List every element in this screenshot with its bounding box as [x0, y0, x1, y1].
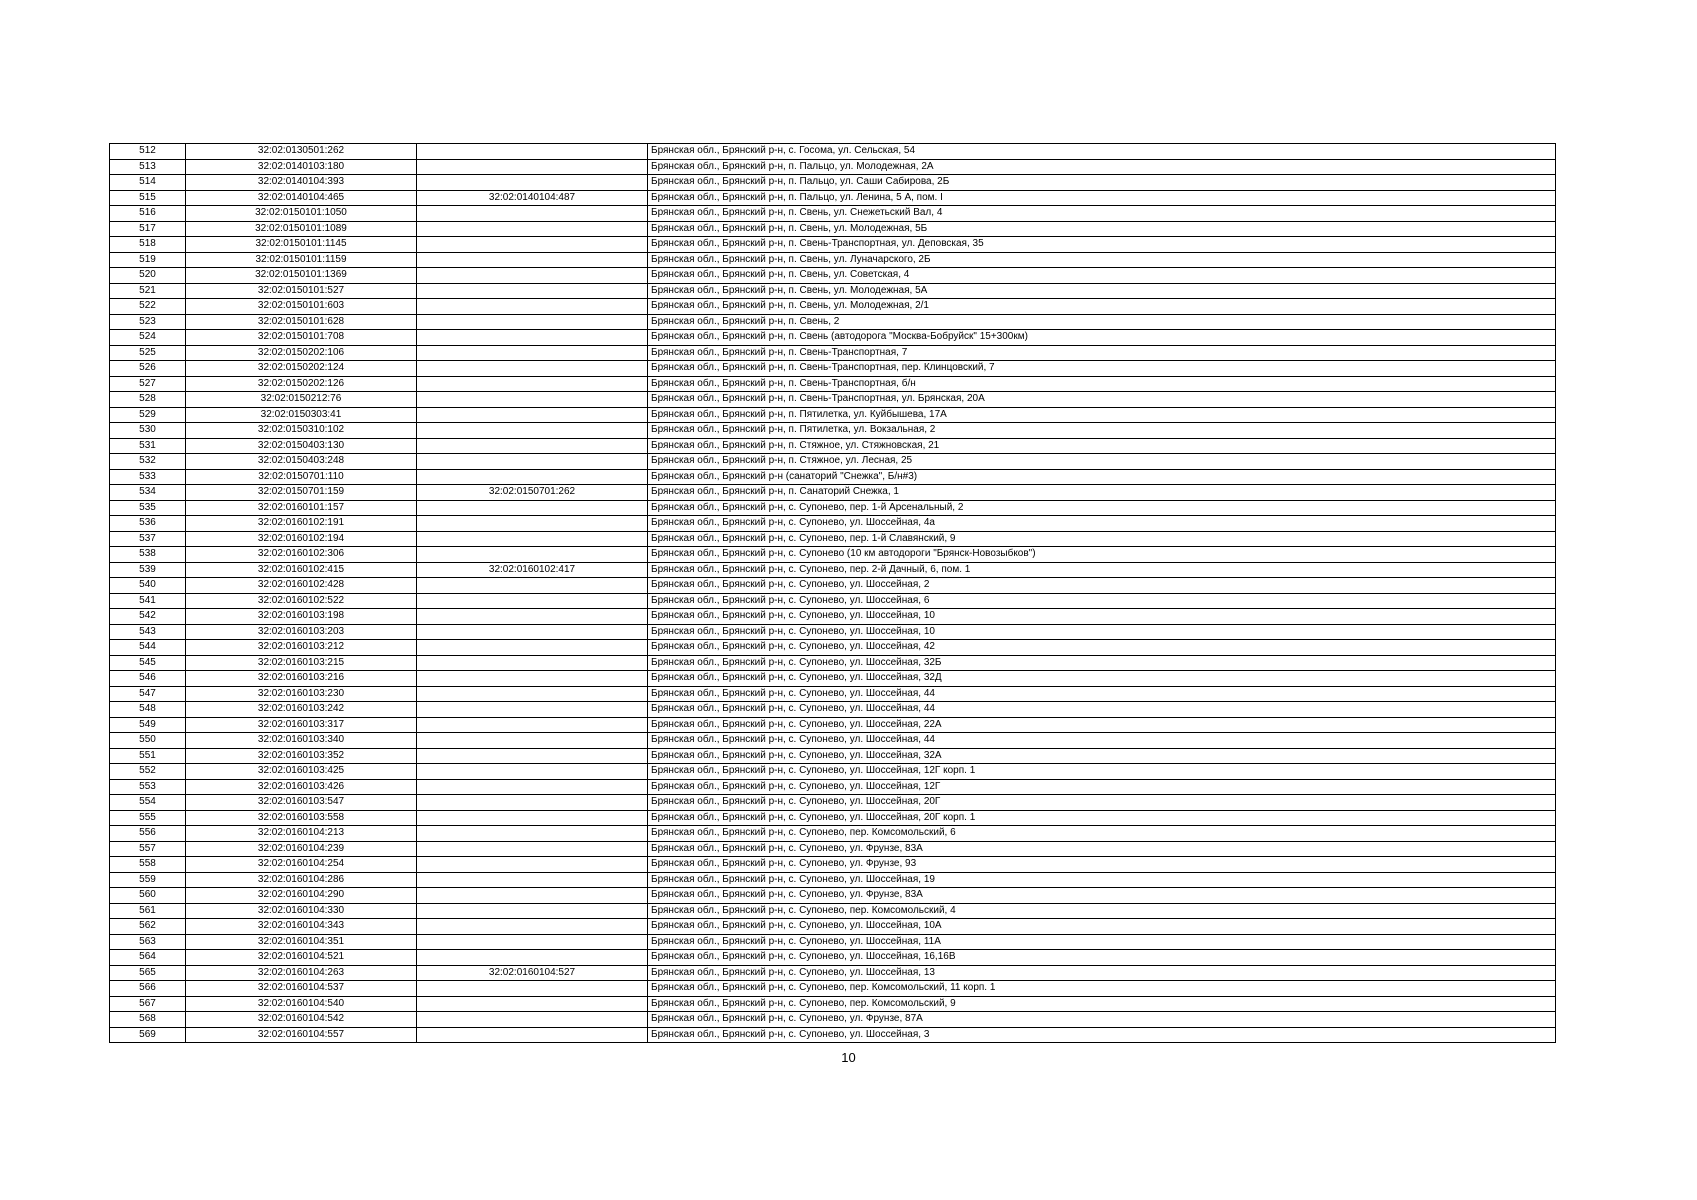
related-cadastral-number-cell: [417, 438, 648, 454]
table-row: [110, 221, 1556, 237]
address-cell: Брянская обл., Брянский р-н, с. Супонево, ул. Шоссейная, 20Г: [648, 795, 1556, 811]
address-cell: Брянская обл., Брянский р-н, с. Супонево, ул. Шоссейная, 10: [648, 624, 1556, 640]
cadastral-number-cell: 32:02:0150101:628: [186, 314, 417, 330]
related-cadastral-number-cell: [417, 361, 648, 377]
cadastral-number-cell: 32:02:0160104:542: [186, 1012, 417, 1028]
table-row: [110, 702, 1556, 718]
table-row: [110, 237, 1556, 253]
cadastral-number-cell: 32:02:0160101:157: [186, 500, 417, 516]
cadastral-number-cell: 32:02:0160102:191: [186, 516, 417, 532]
address-cell: Брянская обл., Брянский р-н, с. Супонево, ул. Шоссейная, 22А: [648, 717, 1556, 733]
address-cell: Брянская обл., Брянский р-н, с. Супонево, ул. Шоссейная, 10А: [648, 919, 1556, 935]
cadastral-number-cell: 32:02:0150101:1145: [186, 237, 417, 253]
cadastral-number-cell: 32:02:0160103:558: [186, 810, 417, 826]
related-cadastral-number-cell: [417, 516, 648, 532]
address-cell: Брянская обл., Брянский р-н, с. Супонево, пер. 1-й Арсенальный, 2: [648, 500, 1556, 516]
row-number-cell: 540: [110, 578, 186, 594]
cadastral-number-cell: 32:02:0150310:102: [186, 423, 417, 439]
related-cadastral-number-cell: [417, 159, 648, 175]
address-cell: Брянская обл., Брянский р-н, п. Санаторий Снежка, 1: [648, 485, 1556, 501]
cadastral-number-cell: 32:02:0160103:340: [186, 733, 417, 749]
address-cell: Брянская обл., Брянский р-н, с. Супонево, ул. Шоссейная, 44: [648, 733, 1556, 749]
address-cell: Брянская обл., Брянский р-н, с. Супонево, ул. Шоссейная, 44: [648, 686, 1556, 702]
cadastral-number-cell: 32:02:0150101:1159: [186, 252, 417, 268]
related-cadastral-number-cell: 32:02:0150701:262: [417, 485, 648, 501]
address-cell: Брянская обл., Брянский р-н, п. Стяжное, ул. Лесная, 25: [648, 454, 1556, 470]
related-cadastral-number-cell: [417, 345, 648, 361]
address-cell: Брянская обл., Брянский р-н, с. Супонево, пер. Комсомольский, 11 корп. 1: [648, 981, 1556, 997]
table-row: [110, 826, 1556, 842]
row-number-cell: 545: [110, 655, 186, 671]
related-cadastral-number-cell: [417, 175, 648, 191]
cadastral-number-cell: 32:02:0150101:603: [186, 299, 417, 315]
cadastral-number-cell: 32:02:0160104:521: [186, 950, 417, 966]
table-row: [110, 965, 1556, 981]
row-number-cell: 519: [110, 252, 186, 268]
table-row: [110, 562, 1556, 578]
cadastral-number-cell: 32:02:0150101:1369: [186, 268, 417, 284]
table-row: [110, 593, 1556, 609]
address-cell: Брянская обл., Брянский р-н, п. Пальцо, ул. Ленина, 5 А, пом. I: [648, 190, 1556, 206]
table-row: [110, 981, 1556, 997]
row-number-cell: 532: [110, 454, 186, 470]
related-cadastral-number-cell: [417, 640, 648, 656]
address-cell: Брянская обл., Брянский р-н, с. Супонево, ул. Шоссейная, 16,16В: [648, 950, 1556, 966]
related-cadastral-number-cell: [417, 469, 648, 485]
address-cell: Брянская обл., Брянский р-н, п. Свень-Транспортная, ул. Брянская, 20А: [648, 392, 1556, 408]
cadastral-number-cell: 32:02:0150101:1089: [186, 221, 417, 237]
address-cell: Брянская обл., Брянский р-н, с. Супонево, ул. Шоссейная, 6: [648, 593, 1556, 609]
cadastral-number-cell: 32:02:0160103:352: [186, 748, 417, 764]
cadastral-number-cell: 32:02:0160102:428: [186, 578, 417, 594]
table-row: [110, 950, 1556, 966]
related-cadastral-number-cell: [417, 1012, 648, 1028]
cadastral-number-cell: 32:02:0160103:230: [186, 686, 417, 702]
row-number-cell: 523: [110, 314, 186, 330]
row-number-cell: 542: [110, 609, 186, 625]
table-row: [110, 159, 1556, 175]
row-number-cell: 563: [110, 934, 186, 950]
row-number-cell: 537: [110, 531, 186, 547]
row-number-cell: 566: [110, 981, 186, 997]
table-row: [110, 888, 1556, 904]
address-cell: Брянская обл., Брянский р-н, п. Свень-Транспортная, 7: [648, 345, 1556, 361]
related-cadastral-number-cell: [417, 283, 648, 299]
cadastral-number-cell: 32:02:0160104:263: [186, 965, 417, 981]
cadastral-number-cell: 32:02:0160104:254: [186, 857, 417, 873]
cadastral-number-cell: 32:02:0150101:708: [186, 330, 417, 346]
row-number-cell: 556: [110, 826, 186, 842]
address-cell: Брянская обл., Брянский р-н, п. Свень, ул. Снежетьский Вал, 4: [648, 206, 1556, 222]
table-row: [110, 469, 1556, 485]
cadastral-number-cell: 32:02:0160102:522: [186, 593, 417, 609]
address-cell: Брянская обл., Брянский р-н, п. Пятилетка, ул. Куйбышева, 17А: [648, 407, 1556, 423]
address-cell: Брянская обл., Брянский р-н, п. Стяжное, ул. Стяжновская, 21: [648, 438, 1556, 454]
row-number-cell: 546: [110, 671, 186, 687]
related-cadastral-number-cell: [417, 423, 648, 439]
row-number-cell: 549: [110, 717, 186, 733]
related-cadastral-number-cell: [417, 888, 648, 904]
row-number-cell: 531: [110, 438, 186, 454]
cadastral-number-cell: 32:02:0160104:540: [186, 996, 417, 1012]
cadastral-number-cell: 32:02:0140104:393: [186, 175, 417, 191]
row-number-cell: 513: [110, 159, 186, 175]
table-row: [110, 748, 1556, 764]
row-number-cell: 536: [110, 516, 186, 532]
table-row: [110, 717, 1556, 733]
row-number-cell: 526: [110, 361, 186, 377]
table-row: [110, 609, 1556, 625]
table-row: [110, 857, 1556, 873]
table-row: [110, 144, 1556, 160]
table-row: [110, 1012, 1556, 1028]
cadastral-number-cell: 32:02:0150101:527: [186, 283, 417, 299]
address-cell: Брянская обл., Брянский р-н (санаторий "Снежка", Б/н#3): [648, 469, 1556, 485]
row-number-cell: 561: [110, 903, 186, 919]
row-number-cell: 521: [110, 283, 186, 299]
related-cadastral-number-cell: [417, 221, 648, 237]
address-cell: Брянская обл., Брянский р-н, п. Свень-Транспортная, б/н: [648, 376, 1556, 392]
row-number-cell: 550: [110, 733, 186, 749]
row-number-cell: 530: [110, 423, 186, 439]
related-cadastral-number-cell: [417, 299, 648, 315]
related-cadastral-number-cell: [417, 655, 648, 671]
cadastral-number-cell: 32:02:0150403:248: [186, 454, 417, 470]
table-row: [110, 655, 1556, 671]
related-cadastral-number-cell: [417, 872, 648, 888]
address-cell: Брянская обл., Брянский р-н, с. Супонево, ул. Шоссейная, 4а: [648, 516, 1556, 532]
table-row: [110, 438, 1556, 454]
page-number: 10: [841, 1050, 856, 1065]
table-row: [110, 810, 1556, 826]
address-cell: Брянская обл., Брянский р-н, с. Супонево, ул. Шоссейная, 32Д: [648, 671, 1556, 687]
cadastral-number-cell: 32:02:0140103:180: [186, 159, 417, 175]
table-row: [110, 361, 1556, 377]
table-row: [110, 485, 1556, 501]
related-cadastral-number-cell: 32:02:0160102:417: [417, 562, 648, 578]
related-cadastral-number-cell: [417, 903, 648, 919]
address-cell: Брянская обл., Брянский р-н, с. Супонево, ул. Шоссейная, 12Г: [648, 779, 1556, 795]
cadastral-number-cell: 32:02:0150701:110: [186, 469, 417, 485]
related-cadastral-number-cell: [417, 330, 648, 346]
table-row: [110, 516, 1556, 532]
row-number-cell: 567: [110, 996, 186, 1012]
cadastral-number-cell: 32:02:0160103:198: [186, 609, 417, 625]
related-cadastral-number-cell: [417, 314, 648, 330]
table-row: [110, 671, 1556, 687]
related-cadastral-number-cell: [417, 764, 648, 780]
row-number-cell: 569: [110, 1027, 186, 1043]
property-register-table: [109, 143, 1556, 1043]
cadastral-number-cell: 32:02:0150202:106: [186, 345, 417, 361]
row-number-cell: 528: [110, 392, 186, 408]
related-cadastral-number-cell: [417, 934, 648, 950]
related-cadastral-number-cell: [417, 996, 648, 1012]
row-number-cell: 543: [110, 624, 186, 640]
table-row: [110, 376, 1556, 392]
cadastral-number-cell: 32:02:0150701:159: [186, 485, 417, 501]
related-cadastral-number-cell: [417, 826, 648, 842]
row-number-cell: 551: [110, 748, 186, 764]
address-cell: Брянская обл., Брянский р-н, с. Супонево, пер. Комсомольский, 6: [648, 826, 1556, 842]
related-cadastral-number-cell: [417, 733, 648, 749]
row-number-cell: 520: [110, 268, 186, 284]
address-cell: Брянская обл., Брянский р-н, п. Свень-Транспортная, ул. Деповская, 35: [648, 237, 1556, 253]
row-number-cell: 560: [110, 888, 186, 904]
cadastral-number-cell: 32:02:0160104:343: [186, 919, 417, 935]
address-cell: Брянская обл., Брянский р-н, с. Супонево, ул. Шоссейная, 11А: [648, 934, 1556, 950]
related-cadastral-number-cell: [417, 686, 648, 702]
table-body: [110, 144, 1556, 1043]
related-cadastral-number-cell: 32:02:0140104:487: [417, 190, 648, 206]
row-number-cell: 515: [110, 190, 186, 206]
row-number-cell: 524: [110, 330, 186, 346]
address-cell: Брянская обл., Брянский р-н, с. Супонево, ул. Шоссейная, 10: [648, 609, 1556, 625]
row-number-cell: 527: [110, 376, 186, 392]
row-number-cell: 558: [110, 857, 186, 873]
related-cadastral-number-cell: [417, 950, 648, 966]
cadastral-number-cell: 32:02:0160103:203: [186, 624, 417, 640]
related-cadastral-number-cell: [417, 841, 648, 857]
row-number-cell: 529: [110, 407, 186, 423]
address-cell: Брянская обл., Брянский р-н, с. Супонево, пер. 1-й Славянский, 9: [648, 531, 1556, 547]
related-cadastral-number-cell: [417, 593, 648, 609]
cadastral-number-cell: 32:02:0160104:557: [186, 1027, 417, 1043]
row-number-cell: 555: [110, 810, 186, 826]
related-cadastral-number-cell: [417, 779, 648, 795]
cadastral-number-cell: 32:02:0160103:242: [186, 702, 417, 718]
related-cadastral-number-cell: [417, 531, 648, 547]
row-number-cell: 534: [110, 485, 186, 501]
address-cell: Брянская обл., Брянский р-н, с. Супонево, ул. Шоссейная, 32А: [648, 748, 1556, 764]
cadastral-number-cell: 32:02:0160104:351: [186, 934, 417, 950]
table-row: [110, 314, 1556, 330]
table-row: [110, 795, 1556, 811]
related-cadastral-number-cell: [417, 578, 648, 594]
row-number-cell: 565: [110, 965, 186, 981]
related-cadastral-number-cell: [417, 748, 648, 764]
related-cadastral-number-cell: [417, 609, 648, 625]
table-row: [110, 500, 1556, 516]
row-number-cell: 539: [110, 562, 186, 578]
table-row: [110, 841, 1556, 857]
cadastral-number-cell: 32:02:0150303:41: [186, 407, 417, 423]
related-cadastral-number-cell: [417, 624, 648, 640]
cadastral-number-cell: 32:02:0160103:547: [186, 795, 417, 811]
address-cell: Брянская обл., Брянский р-н, с. Супонево, пер. 2-й Дачный, 6, пом. 1: [648, 562, 1556, 578]
row-number-cell: 564: [110, 950, 186, 966]
related-cadastral-number-cell: [417, 144, 648, 160]
cadastral-number-cell: 32:02:0160104:537: [186, 981, 417, 997]
table-row: [110, 345, 1556, 361]
row-number-cell: 557: [110, 841, 186, 857]
address-cell: Брянская обл., Брянский р-н, с. Супонево, ул. Шоссейная, 12Г корп. 1: [648, 764, 1556, 780]
cadastral-number-cell: 32:02:0150403:130: [186, 438, 417, 454]
row-number-cell: 535: [110, 500, 186, 516]
address-cell: Брянская обл., Брянский р-н, с. Супонево, ул. Фрунзе, 93: [648, 857, 1556, 873]
address-cell: Брянская обл., Брянский р-н, с. Супонево, ул. Шоссейная, 42: [648, 640, 1556, 656]
cadastral-number-cell: 32:02:0160102:415: [186, 562, 417, 578]
row-number-cell: 517: [110, 221, 186, 237]
related-cadastral-number-cell: [417, 252, 648, 268]
table-row: [110, 733, 1556, 749]
cadastral-number-cell: 32:02:0150101:1050: [186, 206, 417, 222]
related-cadastral-number-cell: [417, 268, 648, 284]
table-row: [110, 640, 1556, 656]
cadastral-number-cell: 32:02:0160104:290: [186, 888, 417, 904]
address-cell: Брянская обл., Брянский р-н, п. Свень-Транспортная, пер. Клинцовский, 7: [648, 361, 1556, 377]
table-row: [110, 686, 1556, 702]
related-cadastral-number-cell: [417, 857, 648, 873]
cadastral-number-cell: 32:02:0160104:330: [186, 903, 417, 919]
cadastral-number-cell: 32:02:0160103:216: [186, 671, 417, 687]
cadastral-number-cell: 32:02:0160103:212: [186, 640, 417, 656]
table-row: [110, 252, 1556, 268]
table-row: [110, 996, 1556, 1012]
address-cell: Брянская обл., Брянский р-н, п. Свень, ул. Советская, 4: [648, 268, 1556, 284]
row-number-cell: 552: [110, 764, 186, 780]
related-cadastral-number-cell: [417, 454, 648, 470]
table-row: [110, 578, 1556, 594]
cadastral-number-cell: 32:02:0160102:306: [186, 547, 417, 563]
address-cell: Брянская обл., Брянский р-н, с. Супонево, ул. Шоссейная, 2: [648, 578, 1556, 594]
row-number-cell: 541: [110, 593, 186, 609]
address-cell: Брянская обл., Брянский р-н, п. Свень, ул. Луначарского, 2Б: [648, 252, 1556, 268]
address-cell: Брянская обл., Брянский р-н, с. Супонево (10 км автодороги "Брянск-Новозыбков"): [648, 547, 1556, 563]
table-row: [110, 531, 1556, 547]
address-cell: Брянская обл., Брянский р-н, п. Свень, ул. Молодежная, 5Б: [648, 221, 1556, 237]
table-row: [110, 872, 1556, 888]
address-cell: Брянская обл., Брянский р-н, с. Супонево, пер. Комсомольский, 4: [648, 903, 1556, 919]
table-row: [110, 423, 1556, 439]
address-cell: Брянская обл., Брянский р-н, п. Свень, 2: [648, 314, 1556, 330]
related-cadastral-number-cell: [417, 981, 648, 997]
related-cadastral-number-cell: [417, 500, 648, 516]
related-cadastral-number-cell: [417, 376, 648, 392]
table-row: [110, 190, 1556, 206]
table-row: [110, 764, 1556, 780]
row-number-cell: 522: [110, 299, 186, 315]
table-row: [110, 175, 1556, 191]
address-cell: Брянская обл., Брянский р-н, с. Супонево, ул. Шоссейная, 19: [648, 872, 1556, 888]
row-number-cell: 512: [110, 144, 186, 160]
address-cell: Брянская обл., Брянский р-н, с. Супонево, пер. Комсомольский, 9: [648, 996, 1556, 1012]
address-cell: Брянская обл., Брянский р-н, с. Супонево, ул. Шоссейная, 20Г корп. 1: [648, 810, 1556, 826]
table-row: [110, 547, 1556, 563]
address-cell: Брянская обл., Брянский р-н, с. Супонево, ул. Шоссейная, 3: [648, 1027, 1556, 1043]
cadastral-number-cell: 32:02:0160103:317: [186, 717, 417, 733]
related-cadastral-number-cell: [417, 407, 648, 423]
table-row: [110, 330, 1556, 346]
row-number-cell: 544: [110, 640, 186, 656]
cadastral-number-cell: 32:02:0160102:194: [186, 531, 417, 547]
cadastral-number-cell: 32:02:0160103:215: [186, 655, 417, 671]
related-cadastral-number-cell: [417, 206, 648, 222]
related-cadastral-number-cell: [417, 237, 648, 253]
related-cadastral-number-cell: [417, 547, 648, 563]
address-cell: Брянская обл., Брянский р-н, с. Супонево, ул. Шоссейная, 13: [648, 965, 1556, 981]
table-row: [110, 407, 1556, 423]
row-number-cell: 518: [110, 237, 186, 253]
address-cell: Брянская обл., Брянский р-н, с. Супонево, ул. Шоссейная, 32Б: [648, 655, 1556, 671]
related-cadastral-number-cell: [417, 810, 648, 826]
row-number-cell: 553: [110, 779, 186, 795]
address-cell: Брянская обл., Брянский р-н, с. Госома, ул. Сельская, 54: [648, 144, 1556, 160]
cadastral-number-cell: 32:02:0160103:425: [186, 764, 417, 780]
cadastral-number-cell: 32:02:0160104:239: [186, 841, 417, 857]
table-row: [110, 283, 1556, 299]
address-cell: Брянская обл., Брянский р-н, п. Свень, ул. Молодежная, 5А: [648, 283, 1556, 299]
row-number-cell: 538: [110, 547, 186, 563]
related-cadastral-number-cell: [417, 702, 648, 718]
address-cell: Брянская обл., Брянский р-н, п. Пальцо, ул. Молодежная, 2А: [648, 159, 1556, 175]
related-cadastral-number-cell: [417, 919, 648, 935]
table-row: [110, 454, 1556, 470]
address-cell: Брянская обл., Брянский р-н, с. Супонево, ул. Фрунзе, 83А: [648, 888, 1556, 904]
address-cell: Брянская обл., Брянский р-н, с. Супонево, ул. Фрунзе, 87А: [648, 1012, 1556, 1028]
table-row: [110, 392, 1556, 408]
row-number-cell: 514: [110, 175, 186, 191]
row-number-cell: 525: [110, 345, 186, 361]
related-cadastral-number-cell: [417, 671, 648, 687]
cadastral-number-cell: 32:02:0140104:465: [186, 190, 417, 206]
cadastral-number-cell: 32:02:0150212:76: [186, 392, 417, 408]
cadastral-number-cell: 32:02:0150202:124: [186, 361, 417, 377]
row-number-cell: 568: [110, 1012, 186, 1028]
row-number-cell: 516: [110, 206, 186, 222]
table-row: [110, 624, 1556, 640]
table-row: [110, 779, 1556, 795]
related-cadastral-number-cell: [417, 795, 648, 811]
row-number-cell: 559: [110, 872, 186, 888]
cadastral-number-cell: 32:02:0160103:426: [186, 779, 417, 795]
cadastral-number-cell: 32:02:0130501:262: [186, 144, 417, 160]
row-number-cell: 533: [110, 469, 186, 485]
row-number-cell: 554: [110, 795, 186, 811]
table-row: [110, 206, 1556, 222]
related-cadastral-number-cell: 32:02:0160104:527: [417, 965, 648, 981]
related-cadastral-number-cell: [417, 392, 648, 408]
document-sheet: [109, 143, 1555, 1043]
table-row: [110, 1027, 1556, 1043]
address-cell: Брянская обл., Брянский р-н, п. Свень, ул. Молодежная, 2/1: [648, 299, 1556, 315]
cadastral-number-cell: 32:02:0150202:126: [186, 376, 417, 392]
related-cadastral-number-cell: [417, 717, 648, 733]
table-row: [110, 268, 1556, 284]
row-number-cell: 562: [110, 919, 186, 935]
row-number-cell: 547: [110, 686, 186, 702]
table-row: [110, 934, 1556, 950]
cadastral-number-cell: 32:02:0160104:213: [186, 826, 417, 842]
table-row: [110, 299, 1556, 315]
cadastral-number-cell: 32:02:0160104:286: [186, 872, 417, 888]
address-cell: Брянская обл., Брянский р-н, с. Супонево, ул. Шоссейная, 44: [648, 702, 1556, 718]
table-row: [110, 903, 1556, 919]
address-cell: Брянская обл., Брянский р-н, п. Свень (автодорога "Москва-Бобруйск" 15+300км): [648, 330, 1556, 346]
address-cell: Брянская обл., Брянский р-н, п. Пятилетка, ул. Вокзальная, 2: [648, 423, 1556, 439]
table-row: [110, 919, 1556, 935]
related-cadastral-number-cell: [417, 1027, 648, 1043]
address-cell: Брянская обл., Брянский р-н, с. Супонево, ул. Фрунзе, 83А: [648, 841, 1556, 857]
address-cell: Брянская обл., Брянский р-н, п. Пальцо, ул. Саши Сабирова, 2Б: [648, 175, 1556, 191]
row-number-cell: 548: [110, 702, 186, 718]
